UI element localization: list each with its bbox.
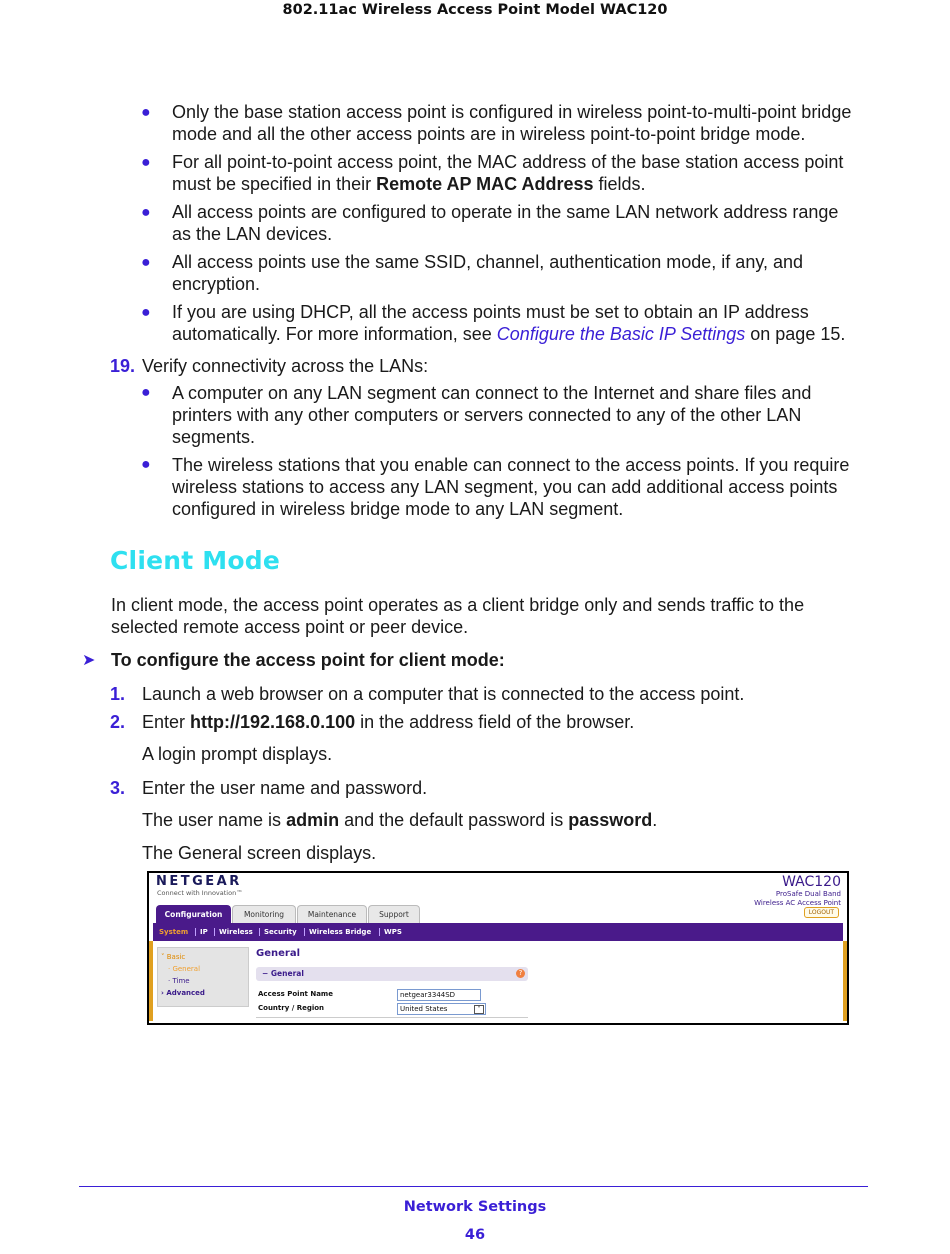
bullet-marker: ● [141,304,151,321]
bullet-line: encryption. [172,274,261,294]
subtab-ip[interactable]: IP [200,928,208,936]
chevron-down-icon: ˅ [474,1005,484,1014]
bullet-marker: ● [141,254,151,271]
url-text: http://192.168.0.100 [190,712,356,732]
frame-accent-left [149,941,153,1021]
step-text [142,711,862,733]
intro-line: In client mode, the access point operates as a client bridge only and sends traffic to the [111,595,805,615]
bullet-line: mode and all the other access points are in wireless point-to-point bridge mode. [172,124,806,144]
subtab-system[interactable]: System [159,928,189,936]
bullet-marker: ● [141,384,151,401]
left-nav [157,947,249,1007]
bullet-line: Only the base station access point is configured in wireless point-to-multi-point bridge [172,102,852,122]
tab-configuration[interactable]: Configuration [156,905,231,923]
section-label: General [270,969,304,978]
bullet-item [172,101,872,145]
bullet-line: segments. [172,427,256,447]
subtab-separator [304,928,305,936]
bullet-marker: ● [141,104,151,121]
intro-line: selected remote access point or peer device. [111,617,469,637]
text-run: Enter [142,712,191,732]
password-text: password [568,810,653,830]
step-text: Launch a web browser on a computer that is connected to the access point. [142,684,745,704]
running-header: 802.11ac Wireless Access Point Model WAC120 [282,2,668,18]
tab-maintenance[interactable]: Maintenance [297,905,367,923]
procedure-heading: To configure the access point for client mode: [111,650,505,670]
bullet-line: A computer on any LAN segment can connect to the Internet and share files and [172,383,812,403]
netgear-logo: NETGEAR [156,874,242,889]
subtab-separator [379,928,380,936]
text-run: The user name is [142,810,287,830]
sub-tab-bar [153,923,843,941]
bullet-item [172,454,872,520]
text-run: in the address field of the browser. [355,712,635,732]
bullet-marker: ● [141,456,151,473]
bullet-marker: ● [141,154,151,171]
step-number: 2. [110,712,126,732]
bullet-line [172,323,872,345]
select-value: United States [400,1005,448,1013]
nav-item-time[interactable]: · Time [168,977,190,985]
frame-accent-right [843,941,847,1021]
text-run: must be specified in their [172,174,377,194]
cross-reference-link[interactable]: Configure the Basic IP Settings [496,324,746,344]
nav-item-advanced[interactable]: › Advanced [161,989,205,997]
procedure-arrow-icon: ➤ [82,652,96,669]
bullet-marker: ● [141,204,151,221]
step-note: The General screen displays. [142,843,377,863]
bullet-line: For all point-to-point access point, the MAC address of the base station access point [172,152,844,172]
bullet-item [172,201,872,245]
logout-button[interactable]: LOGOUT [804,907,839,918]
panel-title: General [256,948,300,959]
tab-monitoring[interactable]: Monitoring [232,905,296,923]
subtab-wireless-bridge[interactable]: Wireless Bridge [309,928,372,936]
nav-item-general[interactable]: · General [168,965,201,973]
text-run: and the default password is [339,810,569,830]
text-run: fields. [593,174,646,194]
country-region-label: Country / Region [258,1004,325,1012]
nav-label: Advanced [166,989,205,997]
footer-section: Network Settings [403,1199,547,1215]
step-note [142,809,862,831]
page-number: 46 [464,1227,486,1243]
country-region-select[interactable] [397,1003,486,1015]
bullet-line: as the LAN devices. [172,224,333,244]
section-heading: Client Mode [110,546,280,575]
step-note: A login prompt displays. [142,744,333,764]
subtab-separator [259,928,260,936]
bullet-line: The wireless stations that you enable can connect to the access points. If you require [172,455,850,475]
product-block [754,875,841,908]
section-title: − General [262,969,304,978]
text-run: on page 15. [745,324,846,344]
bullet-item [172,301,872,345]
bullet-line: printers with any other computers or servers connected to any of the other LAN [172,405,802,425]
nav-label: Time [172,977,190,985]
step-number: 1. [110,684,126,704]
step-text: Enter the user name and password. [142,778,428,798]
bold-term: Remote AP MAC Address [376,174,594,194]
access-point-name-input[interactable]: netgear3344SD [397,989,481,1001]
nav-label: General [172,965,201,973]
step-number: 19. [110,356,136,376]
general-section-header[interactable] [256,967,528,981]
bullet-line: All access points are configured to operate in the same LAN network address range [172,202,839,222]
username-text: admin [286,810,340,830]
bullet-item [172,251,872,295]
netgear-tagline: Connect with Innovation™ [157,889,243,897]
subtab-wps[interactable]: WPS [384,928,402,936]
help-icon[interactable]: ? [516,969,525,978]
netgear-general-screenshot [147,871,849,1025]
product-model: WAC120 [782,874,841,890]
text-run: . [652,810,658,830]
bullet-line: All access points use the same SSID, channel, authentication mode, if any, and [172,252,804,272]
bullet-line: wireless stations to access any LAN segment, you can add additional access points [172,477,838,497]
product-line2: Wireless AC Access Point [754,899,841,907]
subtab-separator [195,928,196,936]
bullet-item [172,382,872,448]
bullet-line: configured in wireless bridge mode to any LAN segment. [172,499,624,519]
subtab-security[interactable]: Security [264,928,297,936]
step-text: Verify connectivity across the LANs: [142,356,429,376]
bullet-line: If you are using DHCP, all the access points must be set to obtain an IP address [172,302,809,322]
footer-rule [79,1186,868,1187]
subtab-wireless[interactable]: Wireless [219,928,253,936]
section-intro [111,594,871,638]
nav-label: Basic [166,953,186,961]
nav-item-basic[interactable]: ˅ Basic [161,953,186,961]
tab-support[interactable]: Support [368,905,420,923]
text-run: automatically. For more information, see [172,324,497,344]
product-line1: ProSafe Dual Band [775,890,841,898]
bullet-item [172,151,872,195]
access-point-name-label: Access Point Name [258,990,333,998]
bullet-line [172,173,872,195]
subtab-separator [214,928,215,936]
divider [256,1017,528,1018]
step-number: 3. [110,778,126,798]
